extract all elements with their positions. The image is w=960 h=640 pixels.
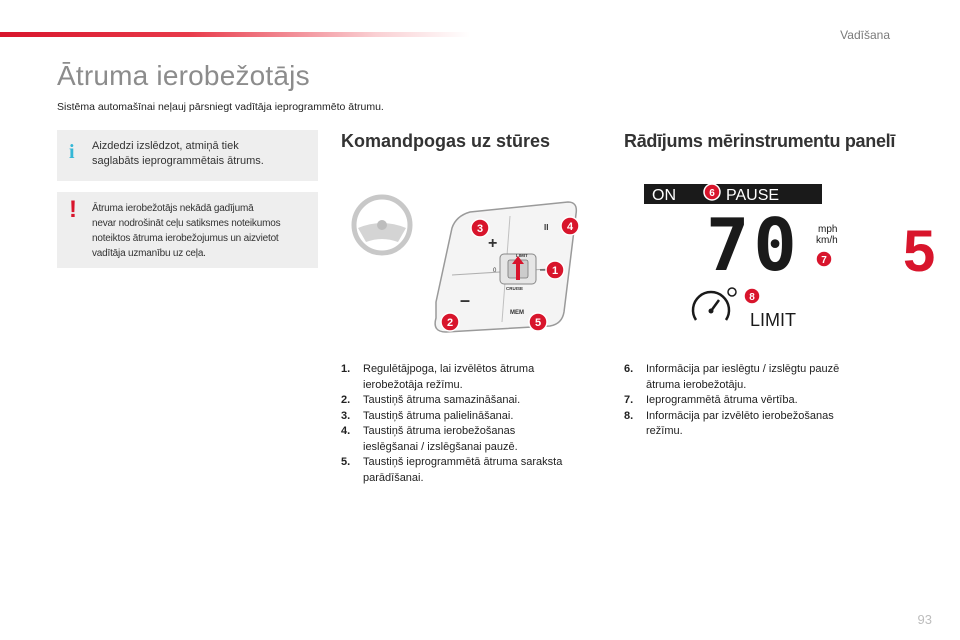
list-item: 8. Informācija par izvēlēto ierobežošanas režīmu. xyxy=(624,409,834,437)
svg-text:8: 8 xyxy=(749,292,755,303)
svg-text:2: 2 xyxy=(446,317,454,329)
unit-kmh: km/h xyxy=(816,235,838,246)
on-label: ON xyxy=(652,187,676,204)
svg-text:1: 1 xyxy=(551,265,559,277)
chapter-number: 5 xyxy=(903,219,936,284)
callout-7 xyxy=(816,251,832,267)
list-item: 4. Taustiņš ātruma ierobežošanas ieslēgšanai / izslēgšanai pauzē. xyxy=(341,425,518,453)
list-item: 3. Taustiņš ātruma palielināšanai. xyxy=(341,409,514,422)
intro-text: Sistēma automašīnai neļauj pārsniegt vadītāja ieprogrammēto ātrumu. xyxy=(57,101,384,113)
callout-5 xyxy=(529,313,547,331)
page-number: 93 xyxy=(917,612,932,627)
zero-label: 0 xyxy=(493,268,497,274)
plus-label: + xyxy=(488,235,498,252)
info-note-text: Aizdedzi izslēdzot, atmiņā tiek saglabāts ieprogrammētais ātrums. xyxy=(92,140,264,167)
page-title: Ātruma ierobežotājs xyxy=(57,60,310,91)
pause-status-label: PAUSE xyxy=(726,187,780,204)
limit-label: LIMIT xyxy=(516,253,528,258)
svg-text:4: 4 xyxy=(566,221,574,233)
steering-wheel-icon xyxy=(354,197,410,253)
speed-value: 70 xyxy=(706,203,801,287)
top-accent-bar xyxy=(0,32,470,37)
callout-3 xyxy=(471,219,489,237)
warning-note xyxy=(57,192,318,268)
display-heading: Rādījums mērinstrumentu panelī xyxy=(624,131,896,151)
list-item: 6. Informācija par ieslēgtu / izslēgtu pauzē ātruma ierobežotāju. xyxy=(624,363,840,391)
controls-heading: Komandpogas uz stūres xyxy=(341,131,551,151)
mem-label: MEM xyxy=(510,310,524,316)
callout-4 xyxy=(561,217,579,235)
svg-text:6: 6 xyxy=(709,188,715,199)
callout-1 xyxy=(546,261,564,279)
limit-mode-label: LIMIT xyxy=(750,310,797,330)
svg-text:3: 3 xyxy=(476,223,484,235)
svg-text:7: 7 xyxy=(821,255,827,266)
info-icon: i xyxy=(69,141,75,163)
list-item: 5. Taustiņš ieprogrammētā ātruma saraksta parādīšanai. xyxy=(341,456,563,484)
callout-2 xyxy=(441,313,459,331)
cruise-label: CRUISE xyxy=(506,286,524,291)
svg-text:5: 5 xyxy=(534,317,542,329)
unit-mph: mph xyxy=(818,224,838,235)
display-list xyxy=(624,362,884,440)
section-label: Vadīšana xyxy=(840,28,890,42)
info-note xyxy=(57,130,318,181)
steering-controls-illustration xyxy=(340,180,602,345)
warning-icon: ! xyxy=(69,196,77,223)
callout-6 xyxy=(704,184,720,200)
callout-8 xyxy=(744,288,760,304)
controls-list xyxy=(341,362,601,486)
list-item: 7. Ieprogrammētā ātruma vērtība. xyxy=(624,394,798,406)
minus-label: – xyxy=(460,290,471,310)
list-item: 2. Taustiņš ātruma samazināšanai. xyxy=(341,394,521,406)
instrument-display-illustration xyxy=(622,180,884,345)
pause-label: II xyxy=(544,223,549,232)
warning-note-text: Ātruma ierobežotājs nekādā gadījumā nevar nodrošināt ceļu satiksmes noteikumos noteiktos ātruma ierobežojumus un aizvietot vadītāja uzmanību uz ceļa. xyxy=(92,203,281,259)
list-item: 1. Regulētājpoga, lai izvēlētos ātruma ierobežotāja režīmu. xyxy=(341,363,535,391)
